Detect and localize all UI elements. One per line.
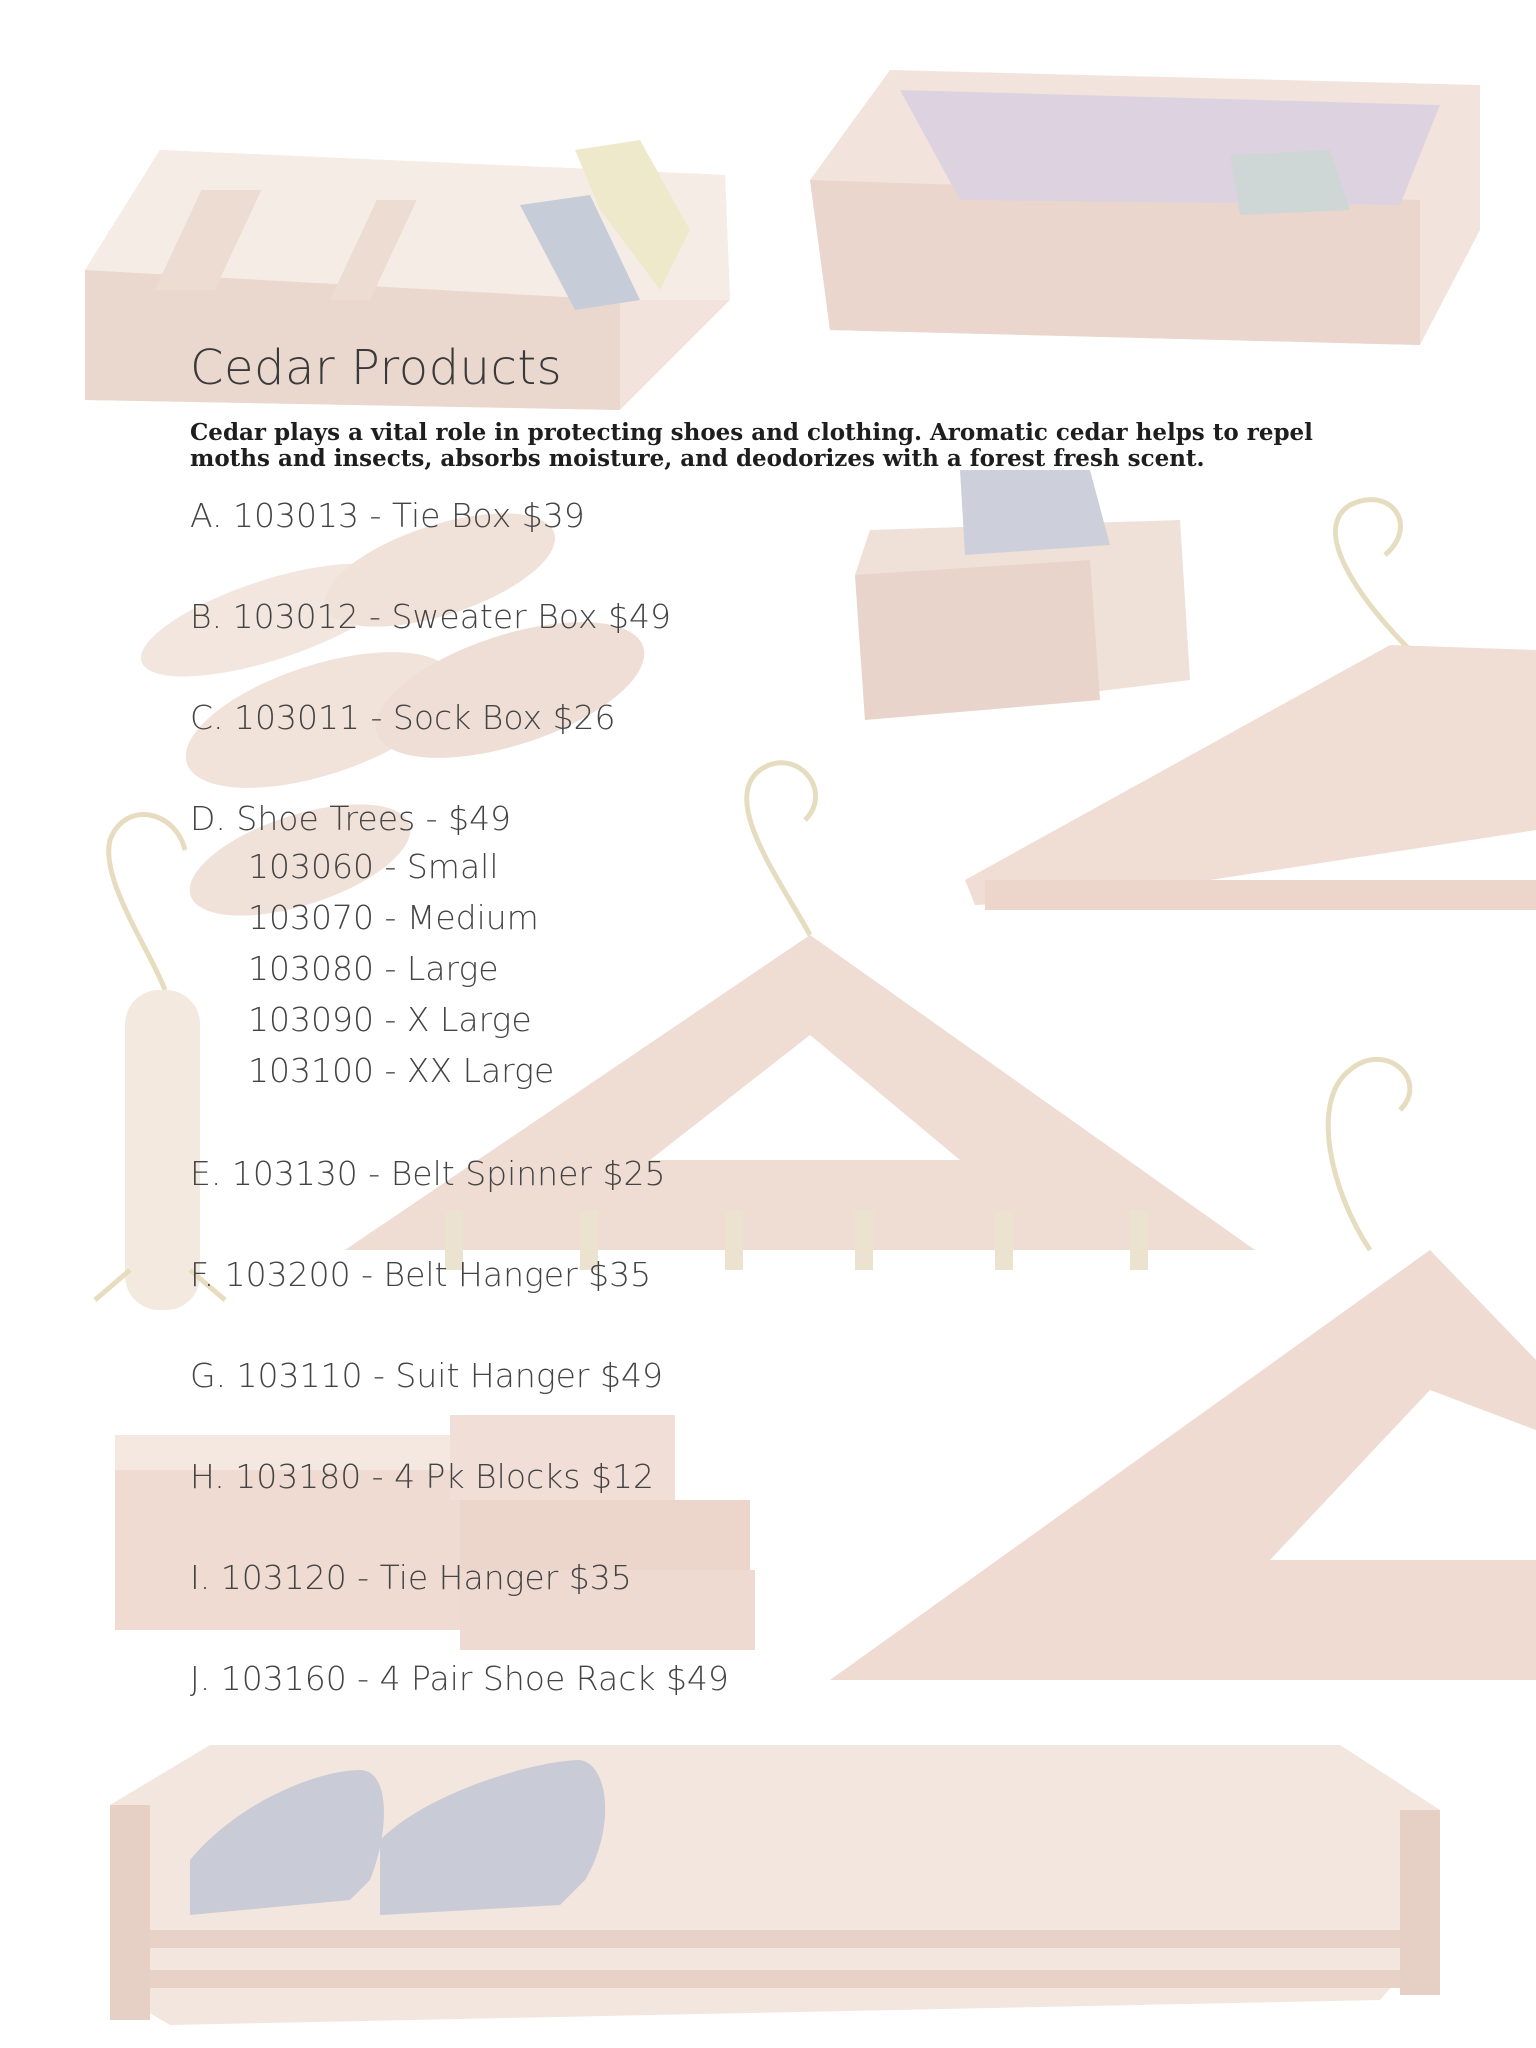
shoe-tree-size-list — [248, 841, 554, 1096]
cedar-blocks-image — [115, 1415, 755, 1650]
product-shoe-rack: J. 103160 - 4 Pair Shoe Rack $49 — [190, 1659, 729, 1698]
shoe-tree-size: 103100 - XX Large — [248, 1051, 555, 1090]
shoe-tree-size: 103090 - X Large — [248, 1000, 532, 1039]
sock-box-image — [855, 470, 1190, 720]
product-belt-spinner: E. 103130 - Belt Spinner $25 — [190, 1154, 666, 1193]
shoe-tree-size: 103080 - Large — [248, 949, 499, 988]
product-shoe-trees-label: D. Shoe Trees - $49 — [190, 799, 512, 838]
sweater-box-image — [810, 70, 1480, 345]
product-belt-hanger: F. 103200 - Belt Hanger $35 — [190, 1255, 652, 1294]
product-sweater-box: B. 103012 - Sweater Box $49 — [190, 597, 671, 636]
product-suit-hanger: G. 103110 - Suit Hanger $49 — [190, 1356, 663, 1395]
intro-text: Cedar plays a vital role in protecting shoes and clothing. Aromatic cedar helps to repel moths and insects, absorbs moisture, and deodorizes with a forest fresh scent. — [190, 419, 1313, 472]
page-title: Cedar Products — [190, 340, 563, 396]
product-shoe-trees — [190, 799, 555, 1090]
product-tie-box: A. 103013 - Tie Box $39 — [190, 496, 585, 535]
product-tie-hanger: I. 103120 - Tie Hanger $35 — [190, 1558, 632, 1597]
product-sock-box: C. 103011 - Sock Box $26 — [190, 698, 616, 737]
shoe-tree-size: 103070 - Medium — [248, 898, 539, 937]
product-cedar-blocks: H. 103180 - 4 Pk Blocks $12 — [190, 1457, 654, 1496]
shoe-rack-image — [110, 1745, 1440, 2025]
shoe-tree-size: 103060 - Small — [248, 847, 499, 886]
